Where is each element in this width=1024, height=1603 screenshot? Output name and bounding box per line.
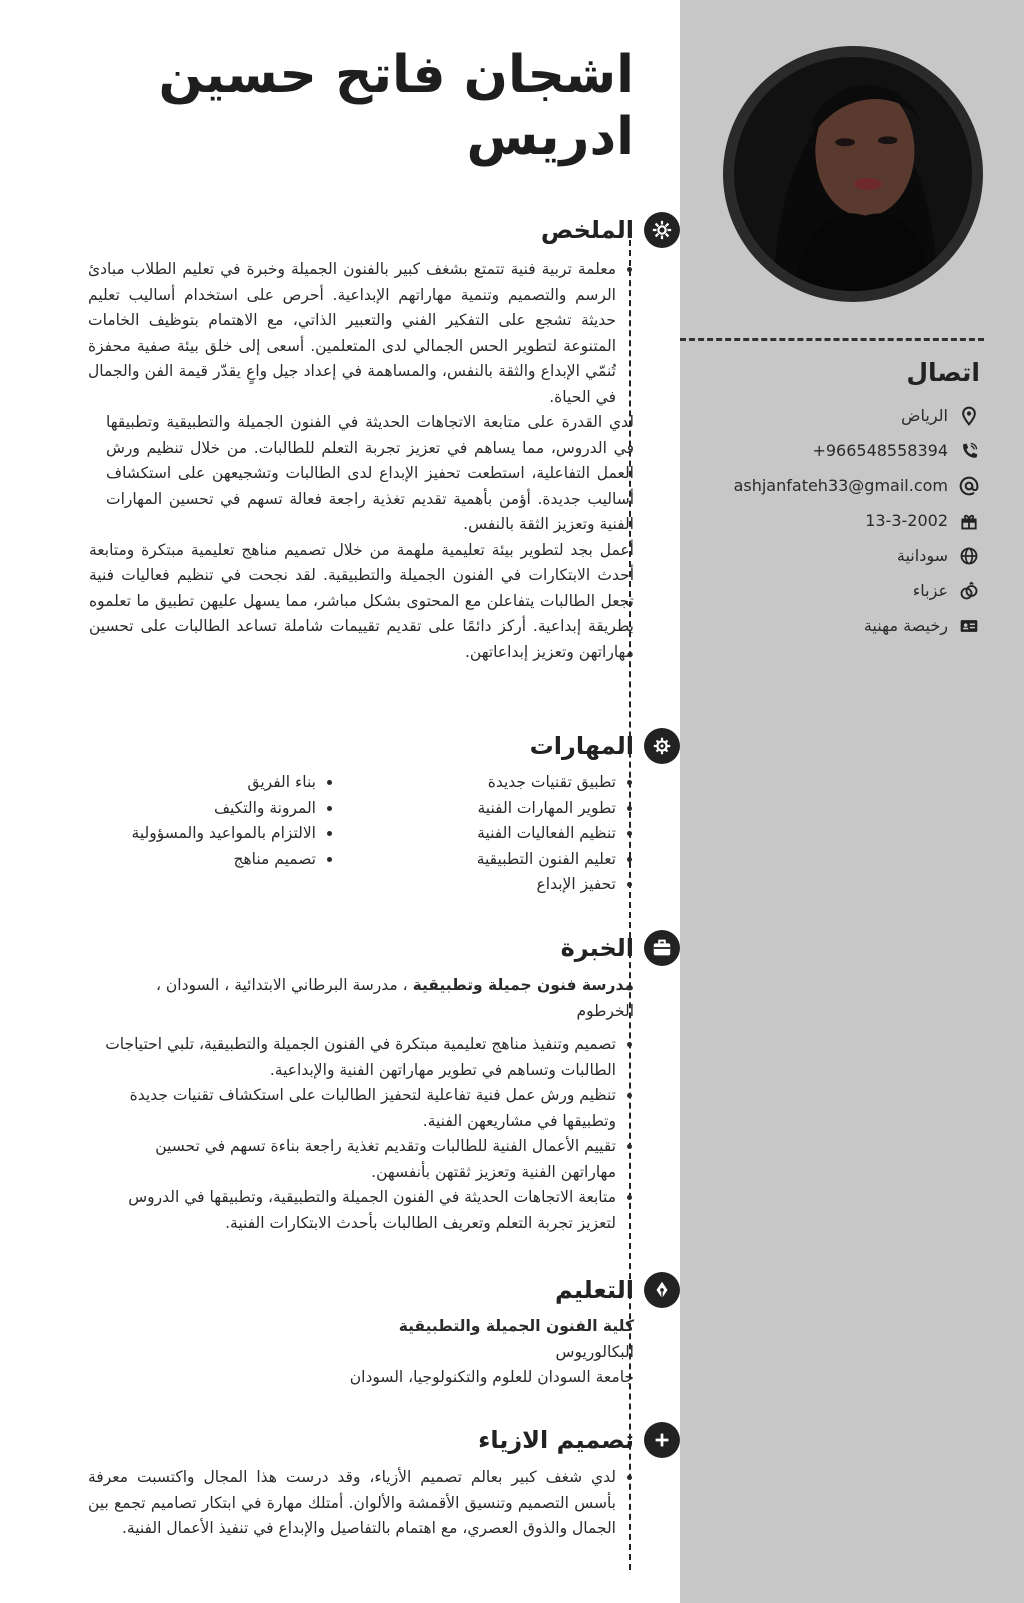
- skill-item: • تحفيز الإبداع: [334, 872, 616, 898]
- id-card-icon: [958, 615, 980, 637]
- nationality-text: سودانية: [896, 546, 948, 565]
- summary-paragraph-1: لدي القدرة على متابعة الاتجاهات الحديثة في الفنون الجميلة والتطبيقية وتطبيقها في الدروس، مما يساهم في تعزيز تجربة التعلم للطالبات. من خلال تنظيم ورش العمل التفاعلية، استطعت تحفيز الإبداع لدى الطالبات وتشجيعهن على استكشاف أساليب جديدة. أؤمن بأهمية تقديم تغذية راجعة فعالة تسهم في تحسين المهارات الفنية وتعزيز الثقة بالنفس.: [106, 413, 634, 533]
- portrait-image: [734, 57, 972, 291]
- fashion-bullet: • لدي شغف كبير بعالم تصميم الأزياء، وقد درست هذا المجال واكتسبت معرفة بأسس التصميم وتنسيق الأقمشة والألوان. أمتلك مهارة في ابتكار تصاميم تجمع بين الجمال والذوق العصري، مع اهتمام بالتفاصيل والإبداع في تنفيذ الأعمال الفنية.: [88, 1465, 616, 1542]
- sidebar-divider: [680, 338, 984, 341]
- contact-license: [734, 608, 980, 643]
- cog-icon: [644, 728, 680, 764]
- experience-bullet: • تنظيم ورش عمل فنية تفاعلية لتحفيز الطالبات على استكشاف تقنيات جديدة وتطبيقها في مشاريعهن الفنية.: [104, 1083, 616, 1134]
- birthdate-text: 13-3-2002: [865, 511, 948, 530]
- contact-email[interactable]: [734, 468, 980, 503]
- email-icon: [958, 475, 980, 497]
- contact-phone[interactable]: [734, 433, 980, 468]
- briefcase-icon: [644, 930, 680, 966]
- skill-item: • تنظيم الفعاليات الفنية: [334, 821, 616, 847]
- skill-item: • الالتزام بالمواعيد والمسؤولية: [74, 821, 316, 847]
- experience-bullet: • متابعة الاتجاهات الحديثة في الفنون الجميلة والتطبيقية، وتطبيقها في الدروس لتعزيز تجربة التعلم وتعريف الطالبات بأحدث الابتكارات الفنية.: [104, 1185, 616, 1236]
- experience-position: [94, 973, 634, 1024]
- marital-text: عزباء: [912, 581, 948, 600]
- globe-icon: [958, 545, 980, 567]
- education-header: [555, 1272, 680, 1308]
- email-text[interactable]: ashjanfateh33@gmail.com: [733, 476, 948, 495]
- rings-icon: [958, 580, 980, 602]
- contact-title: اتصال: [906, 358, 980, 387]
- contact-birthdate: [734, 503, 980, 538]
- experience-header: [561, 930, 680, 966]
- fashion-title: تصميم الازياء: [478, 1426, 634, 1454]
- education-degree: البكالوريوس: [555, 1342, 634, 1361]
- experience-role: مدرسة فنون جميلة وتطبيقية: [412, 976, 634, 994]
- contact-location: [734, 398, 980, 433]
- profile-photo: [723, 46, 983, 302]
- sidebar: [680, 0, 1024, 1603]
- contact-list: [734, 398, 980, 643]
- summary-bullet: • معلمة تربية فنية تتمتع بشغف كبير بالفنون الجميلة وخبرة في تعليم الطلاب مبادئ الرسم والتصميم وتنمية مهاراتهم الإبداعية. أحرص على استخدام أساليب تعليم حديثة تشجع على التفكير الفني والتعبير الذاتي، مع الاهتمام بتوظيف الخامات المتنوعة لتطوير الحس الجمالي لدى المتعلمين. أسعى إلى خلق بيئة صفية محفزة تُنمّي الإبداع والثقة بالنفس، والمساهمة في إعداد جيل واعٍ يقدّر قيمة الفن والجمال في الحياة.: [88, 257, 616, 410]
- education-university: جامعة السودان للعلوم والتكنولوجيا، السودان: [349, 1368, 634, 1386]
- skill-item: • تصميم مناهج: [74, 847, 316, 873]
- gear-icon: [644, 212, 680, 248]
- skills-list: [74, 770, 634, 898]
- skill-item: • بناء الفريق: [74, 770, 316, 796]
- experience-title: الخبرة: [560, 934, 634, 962]
- fashion-header: [478, 1422, 680, 1458]
- name-line-2: ادريس: [466, 107, 634, 167]
- skill-item: • المرونة والتكيف: [74, 796, 316, 822]
- summary-title: الملخص: [540, 216, 634, 244]
- license-text: رخيصة مهنية: [863, 616, 948, 635]
- skill-item: • تطبيق تقنيات جديدة: [334, 770, 616, 796]
- contact-marital: [734, 573, 980, 608]
- summary-header: [541, 212, 680, 248]
- skills-header: [530, 728, 680, 764]
- phone-icon: [958, 440, 980, 462]
- location-text: الرياض: [901, 406, 948, 425]
- education-title: التعليم: [555, 1276, 634, 1304]
- contact-nationality: [734, 538, 980, 573]
- location-icon: [958, 405, 980, 427]
- skill-item: • تعليم الفنون التطبيقية: [334, 847, 616, 873]
- experience-bullet: • تقييم الأعمال الفنية للطالبات وتقديم تغذية راجعة بناءة تسهم في تحسين مهاراتهن الفنية وتعزيز ثقتهن بأنفسهن.: [104, 1134, 616, 1185]
- phone-text[interactable]: +966548558394: [812, 441, 948, 460]
- experience-place: ، مدرسة البرطاني الابتدائية ، السودان ، الخرطوم: [155, 976, 634, 1020]
- gift-icon: [958, 510, 980, 532]
- page-title: [154, 44, 634, 168]
- experience-bullet: • تصميم وتنفيذ مناهج تعليمية مبتكرة في الفنون الجميلة والتطبيقية، تلبي احتياجات الطالبات وتساهم في تطوير مهاراتهن الفنية والإبداعية.: [104, 1032, 616, 1083]
- skill-item: • تطوير المهارات الفنية: [334, 796, 616, 822]
- pen-nib-icon: [644, 1272, 680, 1308]
- education-college: كلية الفنون الجميلة والتطبيقية: [398, 1317, 634, 1335]
- plus-icon: [644, 1422, 680, 1458]
- name-line-1: اشجان فاتح حسين: [158, 45, 634, 105]
- skills-title: المهارات: [529, 732, 634, 760]
- summary-paragraph-2: أعمل بجد لتطوير بيئة تعليمية ملهمة من خلال تصميم مناهج تعليمية مبتكرة ومتابعة أحدث الابتكارات في الفنون الجميلة والتطبيقية. لقد نجحت في تنظيم فعاليات فنية تجعل الطالبات يتفاعلن مع المحتوى بشكل مباشر، مما يسهل عليهن تطبيق ما تعلموه بطريقة إبداعية. أركز دائمًا على تقديم تقييمات شاملة تساعد الطالبات على تحسين مهاراتهن وتعزيز إبداعاتهن.: [89, 540, 634, 661]
